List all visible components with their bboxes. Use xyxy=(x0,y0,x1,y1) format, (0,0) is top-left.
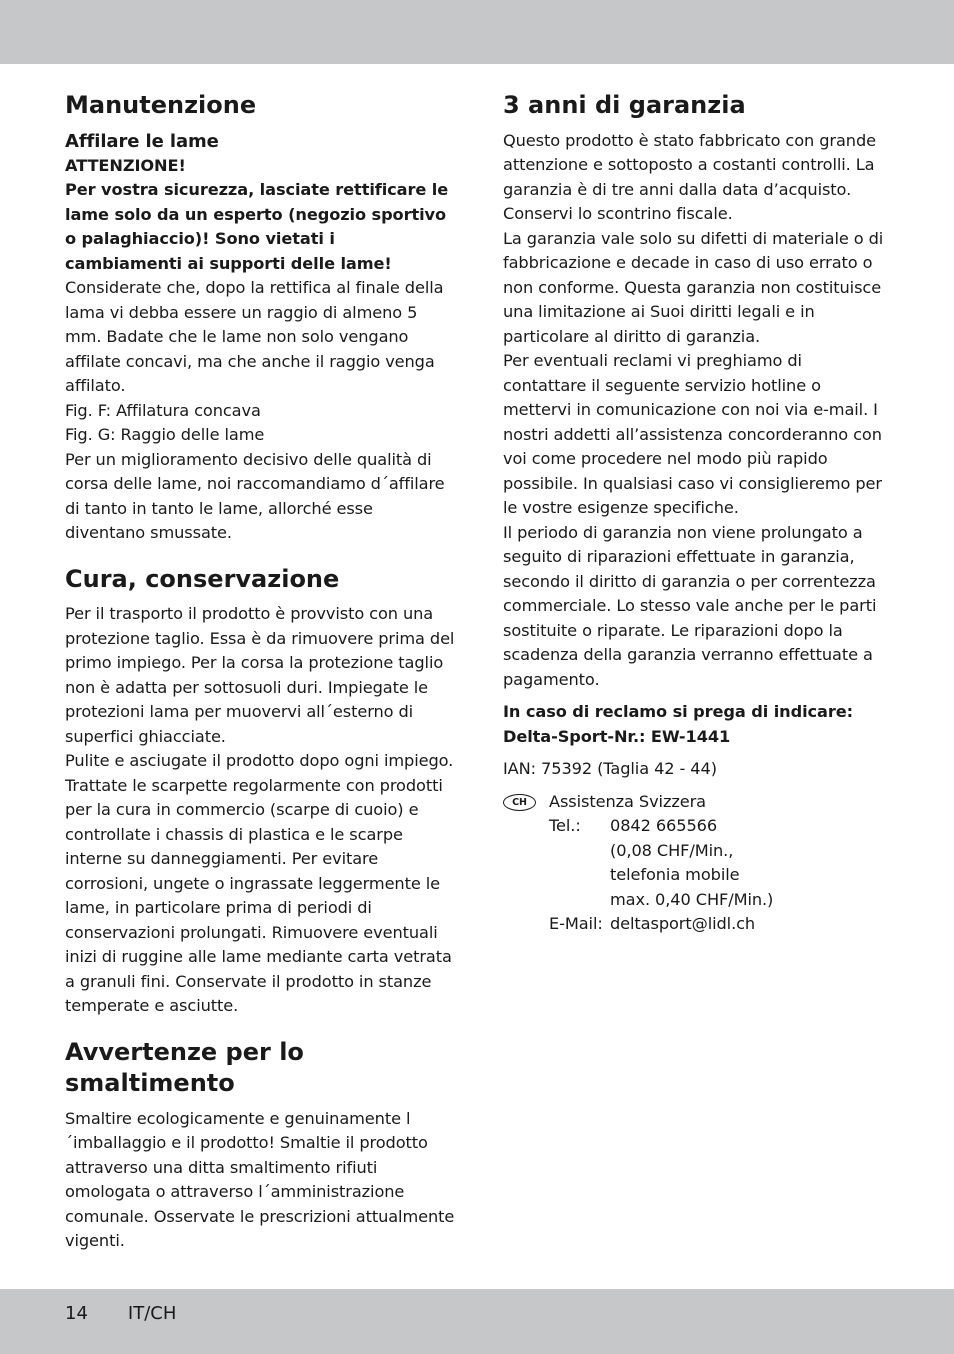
ian-number: IAN: 75392 (Taglia 42 - 44) xyxy=(503,759,717,778)
tel-number: 0842 665566 xyxy=(610,816,718,835)
warranty-paragraph-2: La garanzia vale solo su difetti di materiale o di fabbricazione e decade in caso di uso errato o non conforme. Questa garanzia non costituisce una limitazione ai Suoi diritti legali e in particolare al diritto di garanzia. xyxy=(503,228,884,346)
tel-rate-line-3: max. 0,40 CHF/Min.) xyxy=(610,889,774,909)
improve-text: Per un miglioramento decisivo delle qualità di corsa delle lame, noi raccomandiamo d´affilare di tanto in tanto le lame, allorché esse diventano smussate. xyxy=(65,449,445,542)
warranty-paragraph-3: Per eventuali reclami vi preghiamo di contattare il seguente servizio hotline o mettervi in comunicazione con noi via e-mail. I nostri addetti all’assistenza concorderanno con voi come procedere nel modo più rapido possibile. In qualsiasi caso vi consiglieremo per le vostre esigenze specifiche. xyxy=(503,351,882,517)
delta-sport-number: Delta-Sport-Nr.: EW-1441 xyxy=(503,726,731,746)
care-heading: Cura, conservazione xyxy=(65,564,340,593)
attention-label: ATTENZIONE! xyxy=(65,155,186,175)
sharpen-subheading: Affilare le lame xyxy=(65,130,219,152)
page-footer xyxy=(65,1301,216,1327)
tel-rate-line-2: telefonia mobile xyxy=(610,865,740,884)
fig-g-caption: Fig. G: Raggio delle lame xyxy=(65,425,265,444)
maintenance-heading: Manutenzione xyxy=(65,91,257,119)
claim-instruction: In caso di reclamo si prega di indicare: xyxy=(503,702,853,721)
switzerland-badge-icon: CH xyxy=(503,794,536,811)
disposal-text: Smaltire ecologicamente e genuinamente l´imballaggio e il prodotto! Smaltie il prodotto attraverso una ditta smaltimento rifiuti omologata o attraverso l´amministrazione comunale. Osservate le prescrizioni attualmente vigenti. xyxy=(65,1108,455,1250)
language-code: IT/CH xyxy=(127,1303,177,1324)
warranty-paragraph-4: Il periodo di garanzia non viene prolungato a seguito di riparazioni effettuate in garanzia, secondo il diritto di garanzia o per correntezza commerciale. Lo stesso vale anche per le parti sostituite o riparate. Le riparazioni dopo la scadenza della garanzia verranno effettuate a pagamento. xyxy=(503,522,877,689)
header-band xyxy=(0,0,954,64)
fig-f-caption: Fig. F: Affilatura concava xyxy=(65,400,261,420)
email-row xyxy=(549,912,888,937)
safety-warning: Per vostra sicurezza, lasciate rettificare le lame solo da un esperto (negozio sportivo o palaghiaccio)! Sono vietati i cambiamenti ai supporti delle lame! xyxy=(65,180,449,273)
service-name: Assistenza Svizzera xyxy=(549,791,706,811)
warranty-heading: 3 anni di garanzia xyxy=(503,91,746,119)
tel-rate-line-1: (0,08 CHF/Min., xyxy=(610,840,734,860)
email-address[interactable]: deltasport@lidl.ch xyxy=(610,914,756,933)
page-number: 14 xyxy=(65,1303,88,1324)
warranty-paragraph-1: Questo prodotto è stato fabbricato con grande attenzione e sottoposto a costanti controlli. La garanzia è di tre anni dalla data d’acquisto. Conservi lo scontrino fiscale. xyxy=(503,130,876,223)
tel-label: Tel.: xyxy=(549,816,581,835)
sharpen-text: Considerate che, dopo la rettifica al finale della lama vi debba essere un raggio di almeno 5 mm. Badate che le lame non solo vengano affilate concavi, ma che anche il raggio venga affilato. xyxy=(65,278,444,395)
service-contact xyxy=(503,790,888,937)
care-paragraph-2: Pulite e asciugate il prodotto dopo ogni impiego. Trattate le scarpette regolarmente con prodotti per la cura in commercio (scarpe di cuoio) e controllate i chassis di plastica e le scarpe interne su danneggiamenti. Per evitare corrosioni, ungete o ingrassate leggermente le lame, in particolare prima di periodi di conservazioni prolungati. Rimuovere eventuali inizi di ruggine alle lame mediante carta vetrata a granuli fini. Conservate il prodotto in stanze temperate e asciutte. xyxy=(65,751,454,1015)
disposal-heading: Avvertenze per lo smaltimento xyxy=(65,1037,304,1097)
email-label: E-Mail: xyxy=(549,914,603,933)
right-column xyxy=(503,90,888,937)
tel-row xyxy=(549,814,888,839)
left-column xyxy=(65,90,457,1254)
care-paragraph-1: Per il trasporto il prodotto è provvisto con una protezione taglio. Essa è da rimuovere prima del primo impiego. Per la corsa la protezione taglio non è adatta per sottosuoli duri. Impiegate le protezioni lama per muovervi all´esterno di superfici ghiacciate. xyxy=(65,604,455,746)
